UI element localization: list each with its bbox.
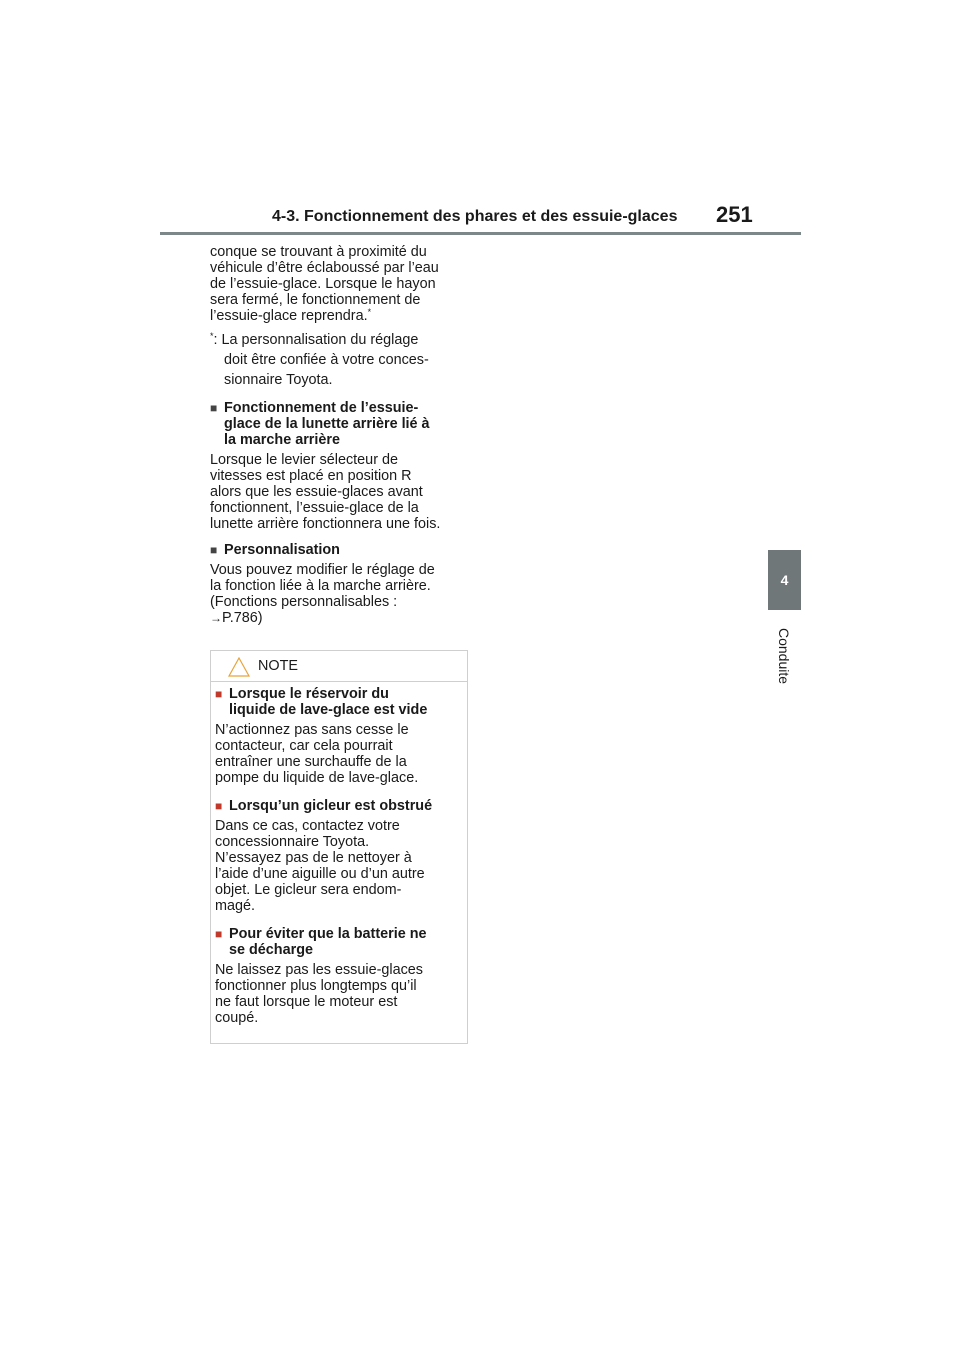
page-number: 251 — [716, 202, 753, 227]
square-bullet-icon: ■ — [210, 543, 218, 557]
footnote-reference: * — [367, 307, 372, 317]
square-bullet-icon: ■ — [215, 927, 223, 941]
note-content — [211, 682, 467, 1026]
warning-triangle-icon — [228, 657, 250, 677]
main-text-column — [210, 244, 472, 626]
note-heading-reservoir: ■ Lorsque le réservoir du liquide de lave-glace est vide — [215, 686, 428, 718]
section-heading-rear-wiper: ■ Fonctionnement de l’essuie- glace de la lunette arrière lié à la marche arrière — [210, 400, 430, 448]
intro-paragraph: conque se trouvant à proximité du véhicule d’être éclaboussé par l’eau de l’essuie-glace. Lorsque le hayon sera fermé, le fonctionnement de l’essuie-glace reprendra.* — [210, 244, 439, 324]
note-header — [211, 651, 467, 682]
footnote-mark: * — [210, 331, 214, 341]
square-bullet-icon: ■ — [210, 401, 218, 415]
page-reference-link[interactable]: →P.786) — [210, 610, 263, 626]
arrow-right-icon: → — [210, 611, 222, 625]
square-bullet-icon: ■ — [215, 687, 223, 701]
section-text-rear-wiper: Lorsque le levier sélecteur de vitesses est placé en position R alors que les essuie-glaces avant fonctionnent, l’essuie-glace de la lunette arrière fonctionnera une fois. — [210, 452, 441, 532]
header-divider — [160, 232, 801, 235]
note-box — [210, 650, 468, 1044]
note-heading-batterie: ■ Pour éviter que la batterie ne se décharge — [215, 926, 427, 958]
note-title: NOTE — [258, 658, 298, 674]
section-heading-personnalisation: ■ Personnalisation — [210, 542, 340, 558]
chapter-tab[interactable] — [768, 550, 801, 610]
chapter-label — [768, 620, 801, 692]
section-text-personnalisation: Vous pouvez modifier le réglage de la fonction liée à la marche arrière. (Fonctions personnalisables : →P.786) — [210, 562, 435, 626]
footnote: *: La personnalisation du réglage doit être confiée à votre conces- sionnaire Toyota. — [210, 331, 429, 388]
note-text-batterie: Ne laissez pas les essuie-glaces fonctionner plus longtemps qu’il ne faut lorsque le moteur est coupé. — [215, 962, 423, 1026]
square-bullet-icon: ■ — [215, 799, 223, 813]
chapter-label-text: Conduite — [776, 627, 793, 685]
section-title: 4-3. Fonctionnement des phares et des essuie-glaces — [272, 208, 678, 225]
chapter-number: 4 — [780, 572, 789, 588]
note-heading-gicleur: ■ Lorsqu’un gicleur est obstrué — [215, 798, 433, 814]
note-text-reservoir: N’actionnez pas sans cesse le contacteur, car cela pourrait entraîner une surchauffe de la pompe du liquide de lave-glace. — [215, 722, 419, 786]
note-text-gicleur: Dans ce cas, contactez votre concessionnaire Toyota. N’essayez pas de le nettoyer à l’aide d’une aiguille ou d’un autre objet. Le gicleur sera endom- magé. — [215, 818, 425, 914]
